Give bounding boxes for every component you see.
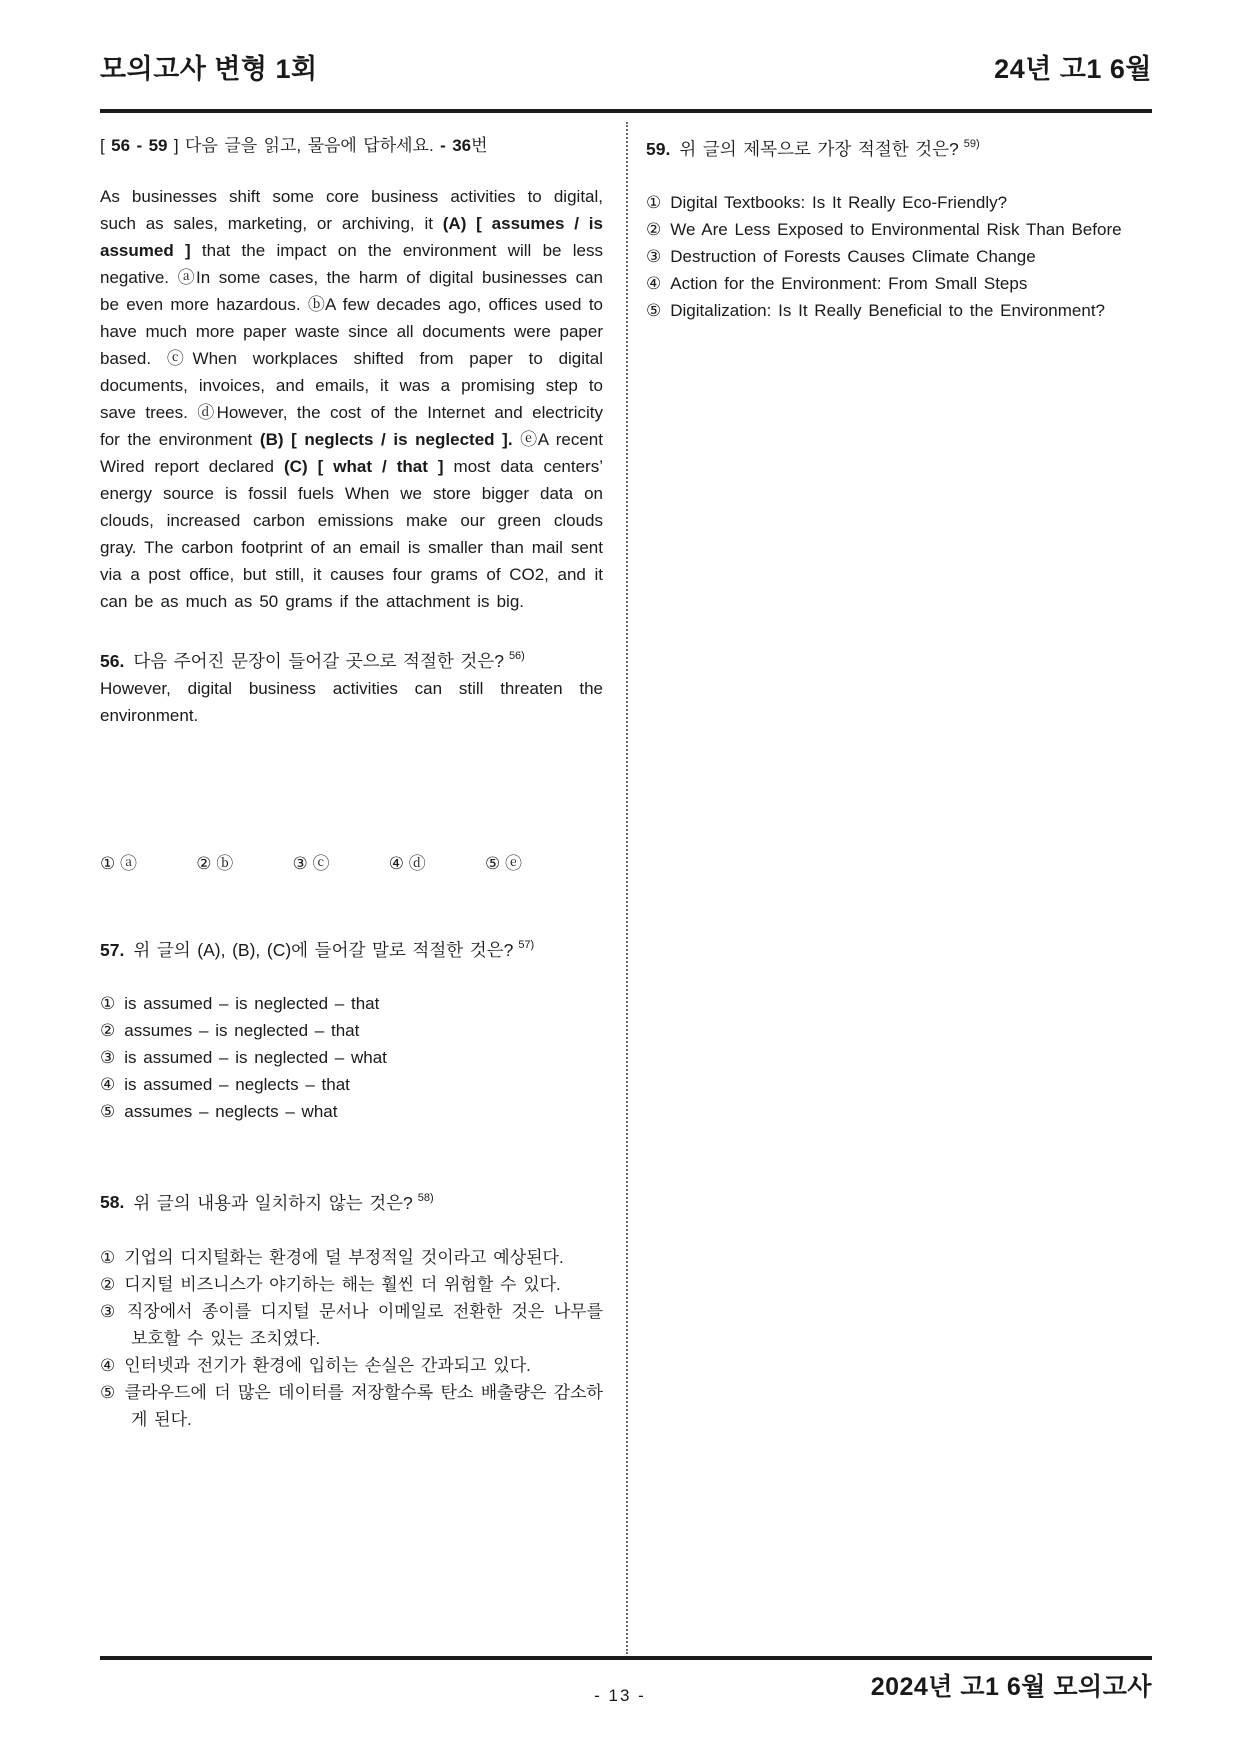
passage-instruction: [ 56 - 59 ] 다음 글을 읽고, 물음에 답하세요. - 36번: [100, 136, 488, 155]
question-56-heading: [100, 644, 603, 675]
footer-rule: [100, 1656, 1152, 1660]
option-text: assumes – neglects – what: [124, 1101, 338, 1121]
option-item: [100, 1098, 603, 1125]
question-59-heading: [646, 132, 1152, 163]
footer-exam-label: 2024년 고1 6월 모의고사: [870, 1673, 1152, 1701]
option-item: [646, 270, 1152, 297]
question-59-number: 59.: [646, 138, 671, 159]
option-marker: ①: [100, 993, 116, 1013]
content-columns: [100, 120, 1152, 1654]
option-item: [100, 1352, 603, 1379]
question-56-title: 다음 주어진 문장이 들어갈 곳으로 적절한 것은?: [133, 650, 504, 671]
option-text: assumes – is neglected – that: [124, 1020, 360, 1040]
option-item: [100, 990, 603, 1017]
option-item: [646, 243, 1152, 270]
option-item: [100, 1298, 603, 1352]
option-cell: ⑤ ⓔ: [485, 853, 522, 873]
option-item: [100, 1017, 603, 1044]
question-58-heading: [100, 1186, 603, 1217]
option-text: 기업의 디지털화는 환경에 덜 부정적일 것이라고 예상된다.: [124, 1248, 564, 1268]
option-marker: ③: [100, 1302, 118, 1322]
option-marker: ⑤: [646, 300, 662, 320]
option-marker: ④: [100, 1074, 116, 1094]
option-cell: ③ ⓒ: [292, 853, 330, 873]
option-marker: ①: [646, 192, 662, 212]
option-text: is assumed – is neglected – that: [124, 993, 380, 1013]
option-item: [100, 1071, 603, 1098]
exam-title: 모의고사 변형 1회: [100, 54, 318, 84]
option-text: We Are Less Exposed to Environmental Risk Than Before: [670, 219, 1122, 239]
option-marker: ⑤: [100, 1101, 116, 1121]
option-marker: ③: [646, 246, 662, 266]
option-text: 디지털 비즈니스가 야기하는 해는 훨씬 더 위험할 수 있다.: [124, 1275, 561, 1295]
question-59-footnote: 59): [963, 138, 980, 150]
question-57-options: [100, 990, 603, 1125]
option-item: [646, 216, 1152, 243]
question-56-options-row: [100, 850, 522, 877]
left-column: [100, 120, 603, 1433]
option-item: [100, 1379, 603, 1433]
reading-passage: As businesses shift some core business activities to digital, such as sales, marketing, or archiving, it (A) [ assumes / is assumed ] that the impact on the environment will be less negative. ⓐIn some cases, the harm of digital businesses can be even more hazardous. ⓑA few decades ago, offices used to have much more paper waste since all documents were paper based. ⓒWhen workplaces shifted from paper to digital documents, invoices, and emails, it was a promising step to save trees. ⓓHowever, the cost of the Internet and electricity for the environment (B) [ neglects / is neglected ]. ⓔA recent Wired report declared (C) [ what / that ] most data centers’ energy source is fossil fuels When we store bigger data on clouds, increased carbon emissions make our green clouds gray. The carbon footprint of an email is smaller than mail sent via a post office, but still, it causes four grams of CO2, and it can be as much as 50 grams if the attachment is big.: [100, 187, 603, 611]
question-57: [100, 933, 603, 1125]
question-57-footnote: 57): [518, 938, 535, 951]
given-sentence: However, digital business activities can still threaten the environment.: [100, 678, 603, 725]
option-item: [646, 297, 1152, 324]
option-text: 직장에서 종이를 디지털 문서나 이메일로 전환한 것은 나무를 보호할 수 있는 조치였다.: [126, 1302, 603, 1349]
option-marker: ③: [100, 1047, 116, 1067]
question-58-footnote: 58): [417, 1191, 434, 1204]
question-59-options: [646, 189, 1152, 324]
page-number: - 13 -: [594, 1686, 646, 1705]
question-58: [100, 1186, 603, 1434]
option-cell: ② ⓑ: [196, 853, 234, 873]
question-57-number: 57.: [100, 939, 125, 960]
question-58-number: 58.: [100, 1192, 125, 1213]
question-58-title: 위 글의 내용과 일치하지 않는 것은?: [133, 1192, 413, 1213]
option-item: [100, 1271, 603, 1298]
header: [100, 56, 1152, 96]
option-item: [100, 1244, 603, 1271]
header-rule: [100, 109, 1152, 113]
option-text: is assumed – neglects – that: [124, 1074, 350, 1094]
option-text: Action for the Environment: From Small Steps: [670, 273, 1028, 293]
question-59-title: 위 글의 제목으로 가장 적절한 것은?: [679, 138, 959, 159]
option-text: is assumed – is neglected – what: [124, 1047, 387, 1067]
option-cell: ④ ⓓ: [388, 853, 426, 873]
option-text: Digitalization: Is It Really Beneficial to the Environment?: [670, 300, 1106, 320]
question-56: [100, 644, 603, 877]
option-marker: ②: [646, 219, 662, 239]
option-text: 인터넷과 전기가 환경에 입히는 손실은 간과되고 있다.: [124, 1356, 531, 1376]
option-item: [100, 1044, 603, 1071]
option-text: Destruction of Forests Causes Climate Change: [670, 246, 1036, 266]
option-marker: ①: [100, 1248, 116, 1268]
exam-date: 24년 고1 6월: [994, 54, 1152, 84]
option-cell: ① ⓐ: [100, 853, 137, 873]
option-marker: ②: [100, 1275, 116, 1295]
question-59: [646, 132, 1152, 324]
question-58-options: [100, 1244, 603, 1433]
option-marker: ④: [100, 1356, 116, 1376]
question-56-number: 56.: [100, 650, 125, 671]
option-marker: ④: [646, 273, 662, 293]
option-item: [646, 189, 1152, 216]
option-text: 클라우드에 더 많은 데이터를 저장할수록 탄소 배출량은 감소하게 된다.: [124, 1383, 603, 1430]
question-57-heading: [100, 933, 603, 964]
option-marker: ②: [100, 1020, 116, 1040]
column-divider: [626, 122, 628, 1654]
question-57-title: 위 글의 (A), (B), (C)에 들어갈 말로 적절한 것은?: [133, 939, 514, 960]
option-text: Digital Textbooks: Is It Really Eco-Friendly?: [670, 192, 1008, 212]
question-56-footnote: 56): [508, 650, 525, 662]
option-marker: ⑤: [100, 1383, 116, 1403]
right-column: [646, 120, 1152, 324]
